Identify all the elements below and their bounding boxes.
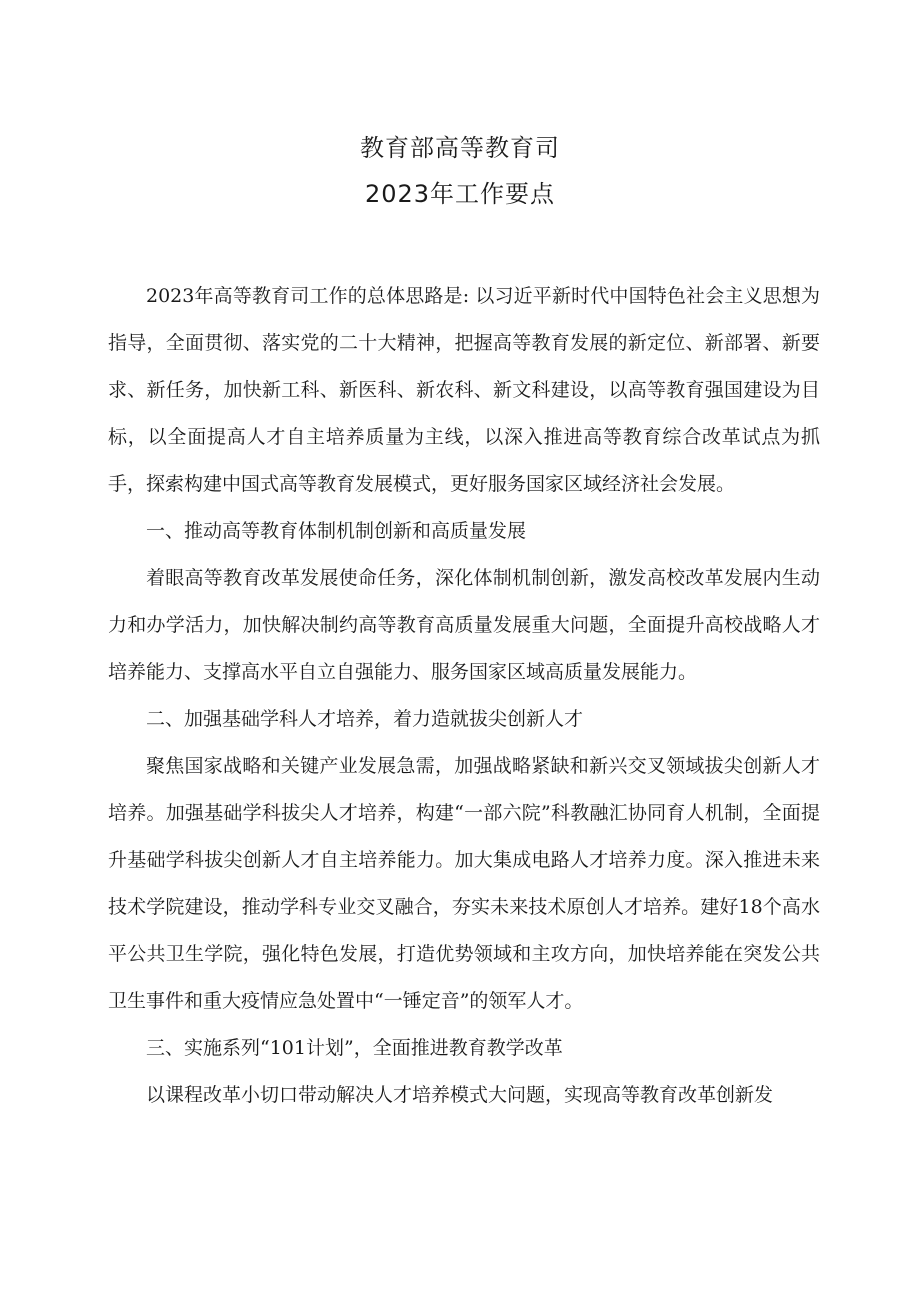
section-heading-3: 三、实施系列“101计划”，全面推进教育教学改革 xyxy=(146,1037,563,1059)
paragraph-intro: 2023年高等教育司工作的总体思路是: 以习近平新时代中国特色社会主义思想为指导，全面贯彻、落实党的二十大精神，把握高等教育发展的新定位、新部署、新要求、新任务，加快新工科、新医科、新农科、新文科建设，以高等教育强国建设为目标，以全面提高人才自主培养质量为主线，以深入推进高等教育综合改革试点为抓手，探索构建中国式高等教育发展模式，更好服务国家区域经济社会发展。 xyxy=(108,285,820,495)
document-title xyxy=(0,132,920,210)
section-heading-2: 二、加强基础学科人才培养，着力造就拔尖创新人才 xyxy=(146,708,584,730)
title-line-2: 2023年工作要点 xyxy=(364,180,556,208)
section-heading-1: 一、推动高等教育体制机制创新和高质量发展 xyxy=(146,520,527,542)
paragraph-section-3: 以课程改革小切口带动解决人才培养模式大问题，实现高等教育改革创新发 xyxy=(146,1084,774,1106)
paragraph-section-2: 聚焦国家战略和关键产业发展急需，加强战略紧缺和新兴交叉领域拔尖创新人才培养。加强基础学科拔尖人才培养，构建“一部六院”科教融汇协同育人机制，全面提升基础学科拔尖创新人才自主培养能力。加大集成电路人才培养力度。深入推进未来技术学院建设，推动学科专业交叉融合，夯实未来技术原创人才培养。建好18个高水平公共卫生学院，强化特色发展，打造优势领域和主攻方向，加快培养能在突发公共卫生事件和重大疫情应急处置中“一锤定音”的领军人才。 xyxy=(108,755,820,1012)
document-body xyxy=(108,273,820,1119)
paragraph-section-1: 着眼高等教育改革发展使命任务，深化体制机制创新，激发高校改革发展内生动力和办学活力，加快解决制约高等教育高质量发展重大问题，全面提升高校战略人才培养能力、支撑高水平自立自强能力、服务国家区域高质量发展能力。 xyxy=(108,567,820,683)
title-line-1: 教育部高等教育司 xyxy=(360,134,560,162)
